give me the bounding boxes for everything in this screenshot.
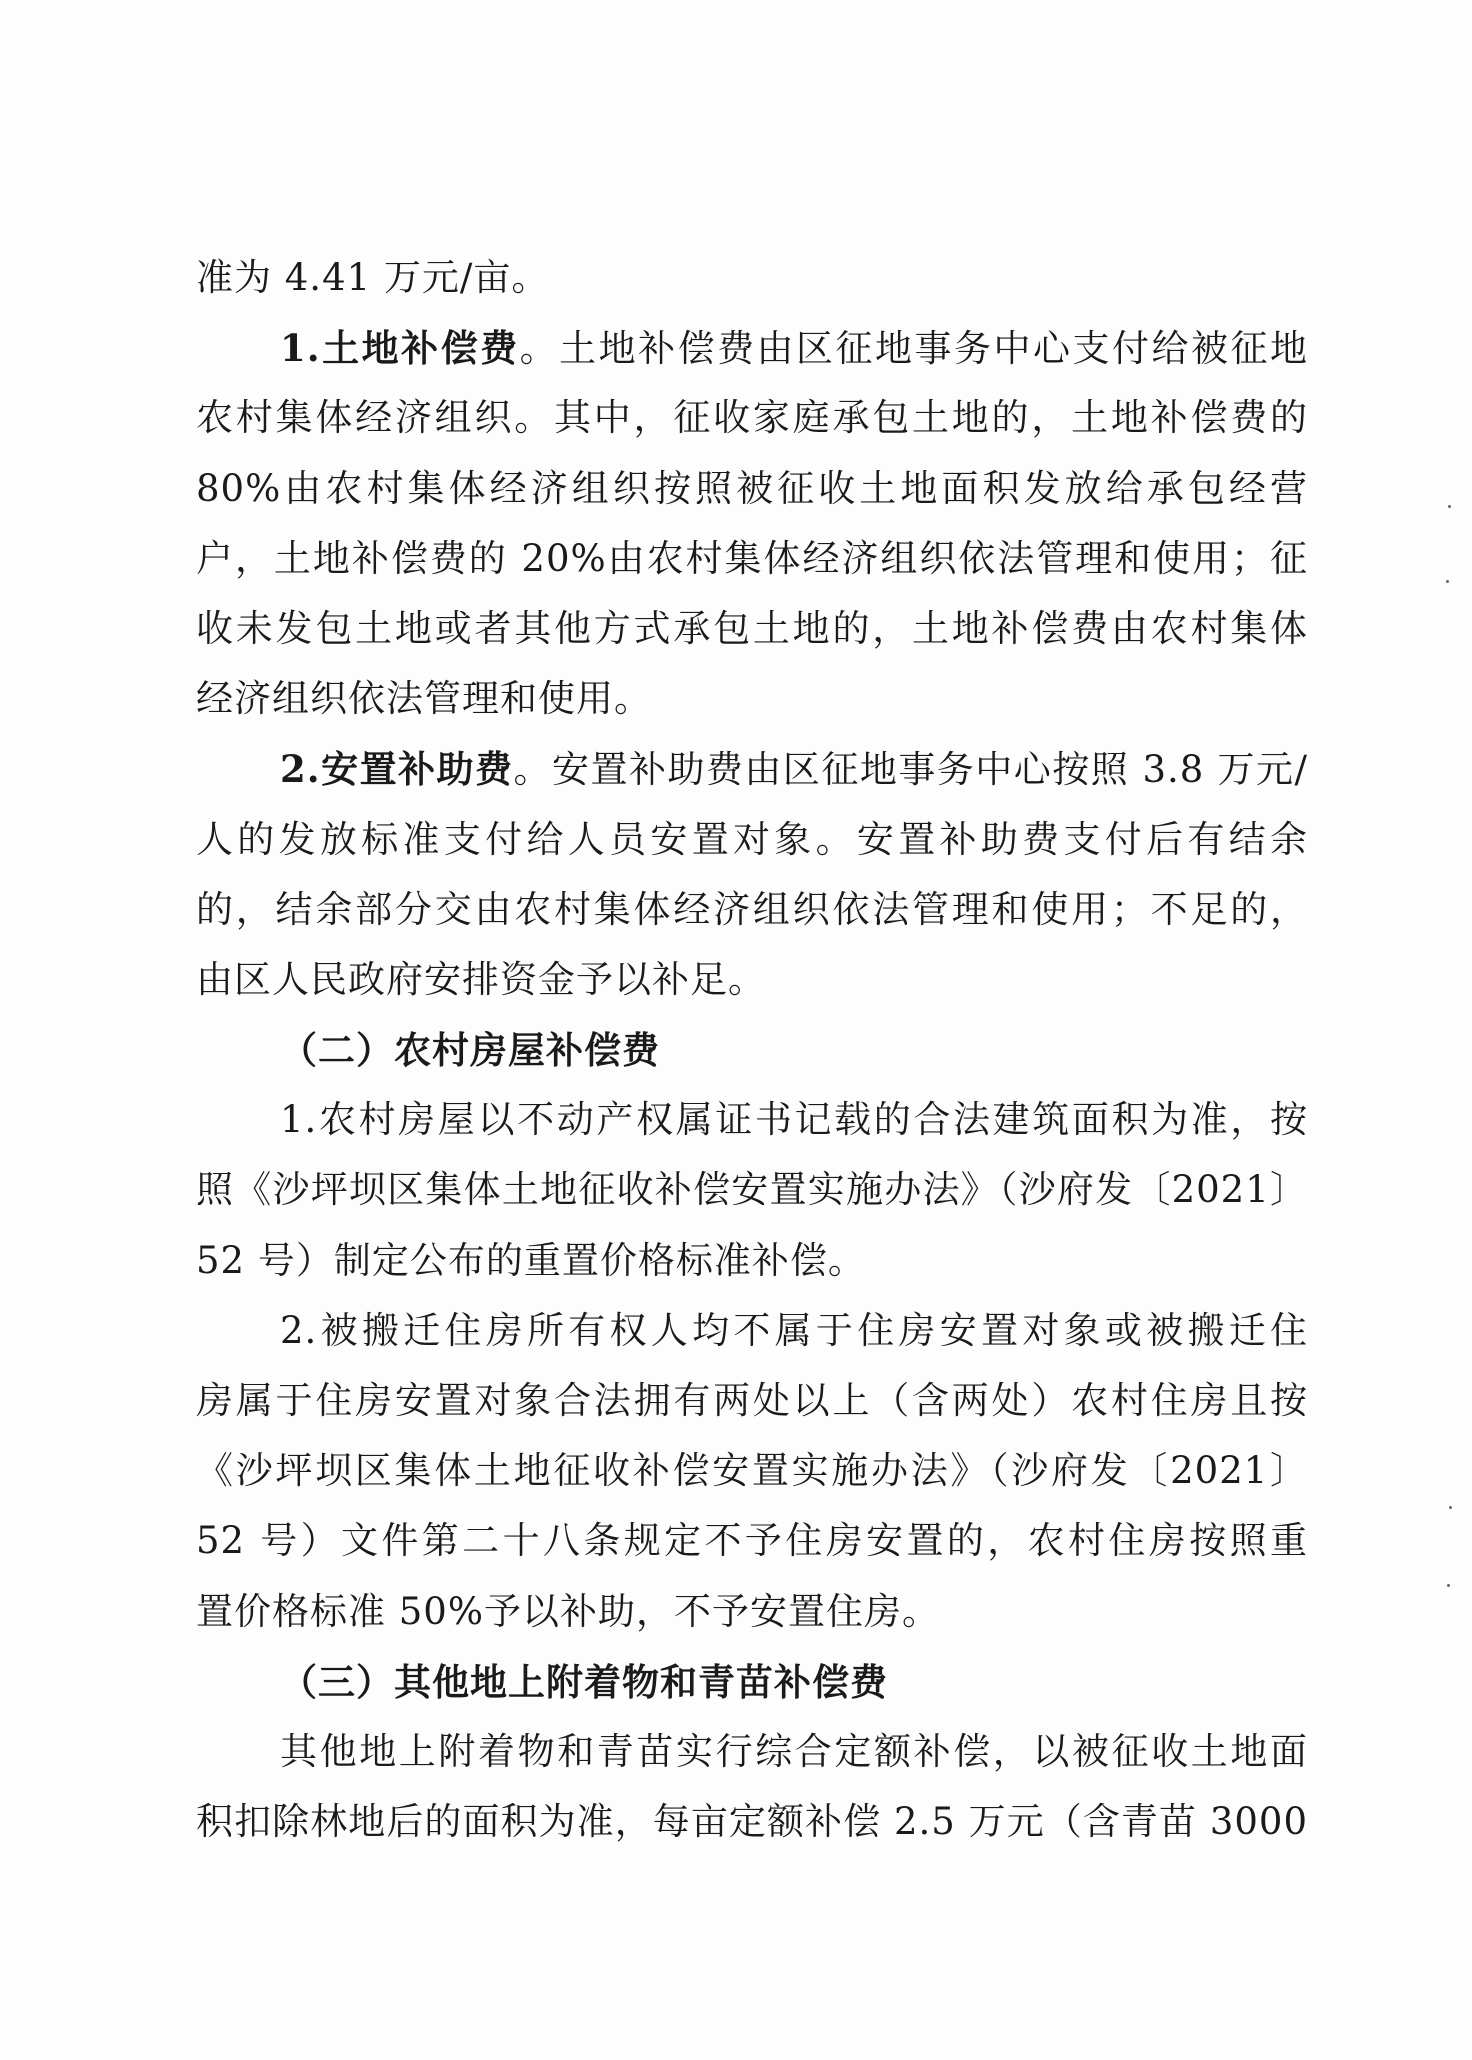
document-body (196, 243, 1308, 1857)
text-line: 收未发包土地或者其他方式承包土地的，土地补偿费由农村集体 (196, 606, 1308, 650)
text-line: 经济组织依法管理和使用。 (196, 677, 652, 721)
section-heading: （二）农村房屋补偿费 (280, 1028, 660, 1073)
text-line: 《沙坪坝区集体土地征收补偿安置实施办法》（沙府发〔2021〕 (196, 1449, 1308, 1493)
text-line: 人的发放标准支付给人员安置对象。安置补助费支付后有结余 (196, 817, 1308, 861)
text-line: 1.农村房屋以不动产权属证书记载的合法建筑面积为准，按 (280, 1098, 1308, 1142)
paragraph-text: 。安置补助费由区征地事务中心按照 3.8 万元/ (513, 748, 1308, 792)
text-line: 房属于住房安置对象合法拥有两处以上（含两处）农村住房且按 (196, 1379, 1308, 1422)
text-line: 2.被搬迁住房所有权人均不属于住房安置对象或被搬迁住 (280, 1308, 1308, 1352)
scan-speck (1446, 580, 1449, 583)
subsection-heading: 1.土地补偿费 (280, 326, 520, 371)
text-line: 农村集体经济组织。其中，征收家庭承包土地的，土地补偿费的 (196, 396, 1308, 440)
text-line: 其他地上附着物和青苗实行综合定额补偿，以被征收土地面 (280, 1729, 1308, 1773)
text-line: 积扣除林地后的面积为准，每亩定额补偿 2.5 万元（含青苗 3000 (196, 1800, 1308, 1844)
section-heading: （三）其他地上附着物和青苗补偿费 (280, 1659, 888, 1704)
paragraph-text: 。土地补偿费由区征地事务中心支付给被征地 (519, 327, 1308, 371)
scan-speck (1448, 505, 1451, 508)
subsection-heading-line (196, 734, 1308, 804)
text-line: 置价格标准 50%予以补助，不予安置住房。 (196, 1589, 940, 1633)
text-line: 的，结余部分交由农村集体经济组织依法管理和使用；不足的， (196, 887, 1308, 931)
text-line: 52 号）制定公布的重置价格标准补偿。 (196, 1238, 866, 1282)
text-line: 照《沙坪坝区集体土地征收补偿安置实施办法》（沙府发〔2021〕 (196, 1168, 1308, 1212)
text-line: 准为 4.41 万元/亩。 (196, 256, 550, 299)
text-line: 由区人民政府安排资金予以补足。 (196, 957, 766, 1001)
scan-speck (1449, 1506, 1452, 1509)
subsection-heading-line (196, 313, 1308, 383)
scan-speck (1447, 1584, 1450, 1587)
text-line: 52 号）文件第二十八条规定不予住房安置的，农村住房按照重 (196, 1519, 1308, 1563)
text-line: 户，土地补偿费的 20%由农村集体经济组织依法管理和使用；征 (196, 536, 1308, 580)
subsection-heading: 2.安置补助费 (280, 747, 514, 792)
text-line: 80%由农村集体经济组织按照被征收土地面积发放给承包经营 (196, 466, 1308, 510)
